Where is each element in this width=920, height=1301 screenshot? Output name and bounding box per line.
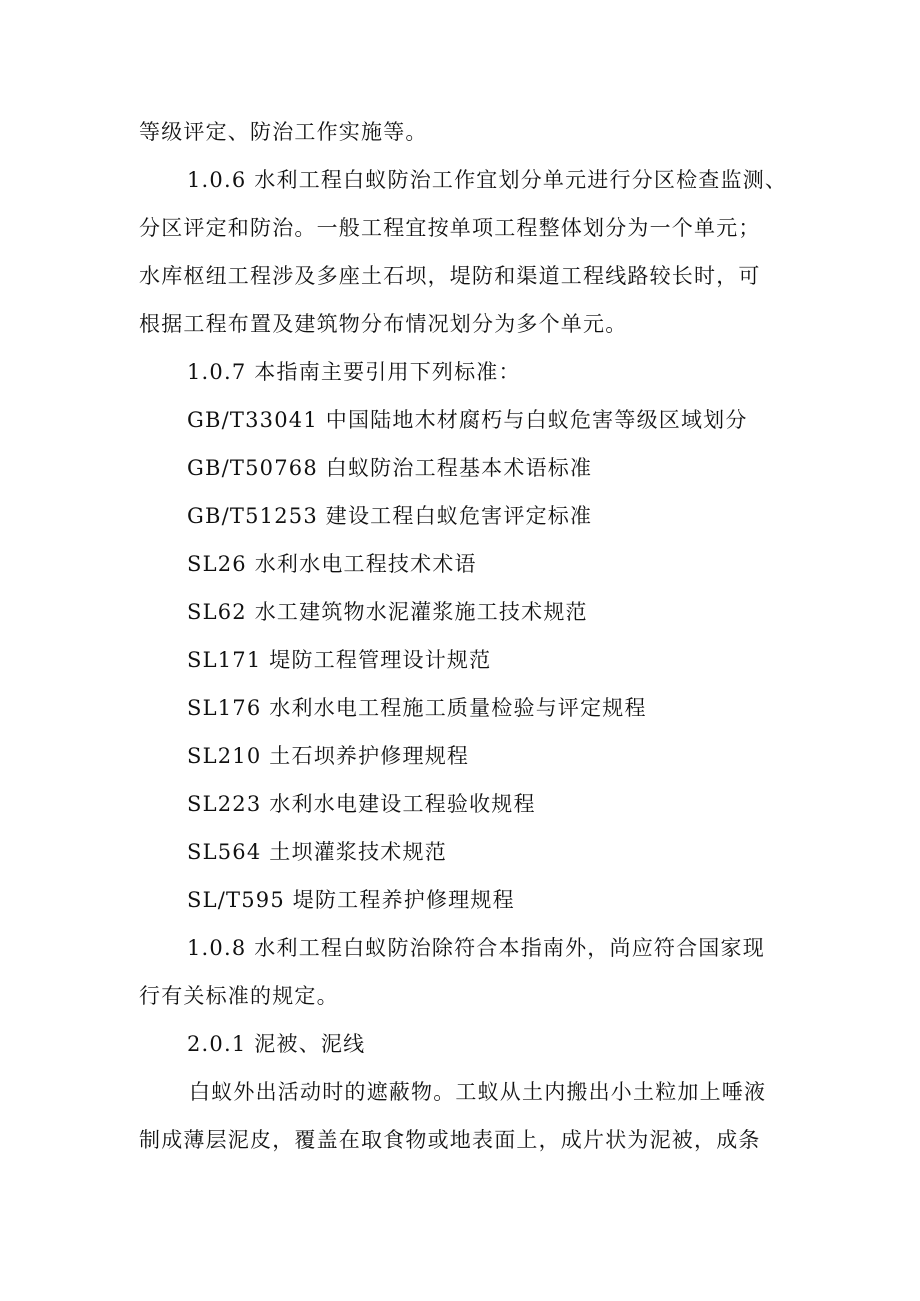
- clause-1-0-7: 1.0.7 本指南主要引用下列标准：: [187, 360, 521, 384]
- text-line: 等级评定、防治工作实施等。: [139, 120, 428, 144]
- standard-item: SL62 水工建筑物水泥灌浆施工技术规范: [187, 600, 588, 624]
- standard-item: SL/T595 堤防工程养护修理规程: [187, 888, 515, 912]
- standard-item: SL223 水利水电建设工程验收规程: [187, 792, 536, 816]
- standard-item: SL176 水利水电工程施工质量检验与评定规程: [187, 696, 647, 720]
- standard-item: SL564 土坝灌浆技术规范: [187, 840, 447, 864]
- standard-item: SL26 水利水电工程技术术语: [187, 552, 477, 576]
- text-line: 行有关标准的规定。: [139, 984, 339, 1008]
- text-line: 制成薄层泥皮，覆盖在取食物或地表面上，成片状为泥被，成条: [139, 1128, 761, 1152]
- standard-item: SL171 堤防工程管理设计规范: [187, 648, 492, 672]
- standard-item: GB/T33041 中国陆地木材腐朽与白蚁危害等级区域划分: [187, 408, 748, 432]
- clause-1-0-6: 1.0.6 水利工程白蚁防治工作宜划分单元进行分区检查监测、: [187, 168, 788, 192]
- clause-1-0-8: 1.0.8 水利工程白蚁防治除符合本指南外，尚应符合国家现: [187, 936, 765, 960]
- text-line: 根据工程布置及建筑物分布情况划分为多个单元。: [139, 312, 628, 336]
- standard-item: SL210 土石坝养护修理规程: [187, 744, 470, 768]
- text-line: 白蚁外出活动时的遮蔽物。工蚁从土内搬出小土粒加上唾液: [189, 1080, 767, 1104]
- standard-item: GB/T50768 白蚁防治工程基本术语标准: [187, 456, 593, 480]
- standard-item: GB/T51253 建设工程白蚁危害评定标准: [187, 504, 593, 528]
- clause-2-0-1: 2.0.1 泥被、泥线: [187, 1032, 366, 1056]
- text-line: 分区评定和防治。一般工程宜按单项工程整体划分为一个单元；: [139, 216, 761, 240]
- text-line: 水库枢纽工程涉及多座土石坝，堤防和渠道工程线路较长时，可: [139, 264, 761, 288]
